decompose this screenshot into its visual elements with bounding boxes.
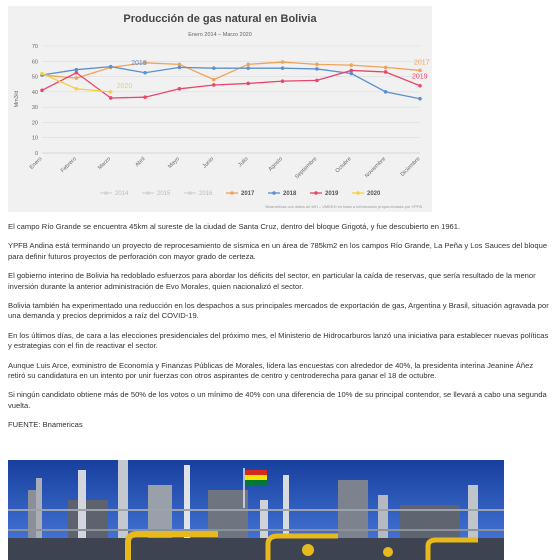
article-paragraph-1: El campo Río Grande se encuentra 45km al sureste de la ciudad de Santa Cruz, dentro del bloque Grigotá, y fue descubierto en 1961. [8, 222, 461, 231]
point-2017-julio [246, 63, 250, 67]
data-label-2020: 2020 [116, 82, 133, 90]
legend-marker-2020 [356, 191, 360, 195]
chart-subtitle: Enero 2014 – Marzo 2020 [188, 32, 252, 38]
y-tick-70: 70 [31, 44, 38, 50]
legend-item-2014[interactable] [100, 191, 129, 197]
article-paragraph-2: YPFB Andina está terminando un proyecto de reprocesamiento de sísmica en un área de 785km2 en los campos Río Grande, La Peña y Los Sauces del bloque para definir futuros proyectos de perforación con mayor grado de certeza. [8, 241, 548, 261]
data-label-2017: 2017 [414, 59, 430, 67]
legend-item-2016[interactable] [184, 191, 213, 197]
grid-layer [42, 46, 420, 153]
x-tick-labels [29, 156, 422, 180]
x-tick-octubre: Octubre [334, 156, 353, 175]
y-tick-50: 50 [31, 74, 38, 81]
y-tick-labels [32, 44, 38, 157]
x-tick-enero: Enero [28, 156, 44, 171]
x-tick-julio: Julio [237, 156, 250, 169]
x-tick-diciembre: Diciembre [399, 156, 422, 178]
gas-production-chart [8, 6, 432, 212]
legend-label-2018: 2018 [283, 191, 297, 198]
point-2018-julio [246, 66, 250, 70]
legend-item-2020[interactable] [352, 191, 381, 197]
point-2019-mayo [178, 87, 182, 91]
chart-legend [100, 191, 381, 197]
point-2017-junio [212, 78, 216, 82]
x-tick-junio: Junio [201, 156, 216, 170]
y-tick-60: 60 [31, 59, 38, 66]
point-2019-diciembre [418, 84, 422, 88]
chart-title: Producción de gas natural en Bolivia [123, 13, 317, 25]
y-tick-10: 10 [31, 135, 38, 142]
gas-plant-illustration [8, 460, 504, 560]
legend-marker-2014 [104, 191, 108, 195]
legend-label-2019: 2019 [325, 191, 339, 198]
point-2018-agosto [281, 66, 285, 70]
series-2019 [40, 69, 427, 100]
point-2018-abril [143, 71, 147, 75]
x-tick-agosto: Agosto [267, 156, 284, 173]
legend-label-2020: 2020 [367, 191, 381, 198]
x-tick-abril: Abril [134, 156, 147, 169]
gas-plant-photo [8, 460, 504, 560]
point-2020-marzo [109, 90, 113, 94]
legend-item-2015[interactable] [142, 191, 171, 197]
y-tick-40: 40 [31, 89, 38, 96]
y-tick-30: 30 [31, 105, 38, 112]
data-label-2019: 2019 [412, 73, 428, 81]
point-2017-octubre [349, 63, 353, 67]
point-2019-agosto [281, 79, 285, 83]
legend-marker-2018 [272, 191, 276, 195]
chart-svg [8, 6, 432, 212]
x-tick-febrero: Febrero [59, 156, 78, 175]
point-2020-febrero [75, 87, 79, 91]
legend-item-2019[interactable] [310, 191, 339, 197]
article-paragraph-5: En los últimos días, de cara a las elecciones presidenciales del próximo mes, el Ministerio de Hidrocarburos lanzó una iniciativa para establecer nuevas políticas y estrategias con el fin de reactivar el sector. [8, 330, 549, 351]
legend-label-2016: 2016 [199, 191, 213, 198]
article-paragraph-3: El gobierno interino de Bolivia ha redoblado esfuerzos para abordar los déficits del sector, en particular la caída de reservas, que sería resultado de la menor inversión durante la anterior administración de Evo Morales, quien nacionalizó el sector. [8, 271, 536, 291]
point-2019-septiembre [315, 79, 319, 83]
point-2019-abril [143, 95, 147, 99]
x-tick-marzo: Marzo [97, 156, 113, 172]
legend-label-2017: 2017 [241, 191, 255, 198]
point-2018-mayo [178, 66, 182, 70]
point-2019-junio [212, 83, 216, 87]
y-tick-0: 0 [34, 151, 38, 157]
legend-marker-2019 [314, 191, 318, 195]
point-2019-julio [246, 82, 250, 86]
point-2019-febrero [75, 71, 79, 75]
point-2018-noviembre [384, 90, 388, 94]
legend-marker-2015 [146, 191, 150, 195]
article-paragraph-6: Aunque Luis Arce, exministro de Economía y Finanzas Públicas de Morales, lidera las encuestas con alrededor de 40%, la presidenta interina Jeanine Áñez retiró su candidatura en un intento por unir fuerzas con otros aspirantes de centro y centroderecha para ganar el 18 de octubre. [8, 360, 534, 381]
x-tick-mayo: Mayo [167, 156, 181, 170]
x-tick-septiembre: Septiembre [294, 156, 319, 181]
point-2017-febrero [75, 76, 79, 80]
point-2018-diciembre [418, 97, 422, 101]
legend-marker-2017 [230, 191, 234, 195]
point-2017-noviembre [384, 66, 388, 70]
legend-marker-2016 [188, 191, 192, 195]
point-2019-marzo [109, 96, 113, 100]
point-2017-diciembre [418, 69, 422, 73]
series-line-2019 [42, 70, 420, 98]
point-2018-marzo [109, 65, 113, 69]
point-2017-septiembre [315, 63, 319, 67]
article-body [8, 222, 552, 440]
series-layer [40, 59, 429, 100]
article-paragraph-7: Si ningún candidato obtiene más de 50% de los votos o un mínimo de 40% con una diferencia de 10% de su principal contendor, se llevará a cabo una segunda vuelta. [8, 390, 547, 410]
y-axis-label: Mm3/d [14, 90, 20, 108]
point-2018-junio [212, 66, 216, 70]
chart-credit: Bnamericas con datos de MH – VMEEH en base a información proporcionada por YPFB [265, 204, 422, 209]
point-2019-enero [40, 89, 44, 93]
point-2017-agosto [281, 60, 285, 64]
series-2017 [40, 59, 429, 81]
legend-item-2018[interactable] [268, 191, 297, 197]
point-2019-octubre [349, 69, 353, 73]
legend-item-2017[interactable] [226, 191, 255, 197]
article-paragraph-4: Bolivia también ha experimentado una reducción en los despachos a sus principales mercados de exportación de gas, Argentina y Brasil, situación agravada por una demanda y precios deprimidos a raíz del COVID-19. [8, 301, 549, 321]
x-tick-noviembre: Noviembre [364, 156, 388, 180]
point-2018-septiembre [315, 67, 319, 71]
legend-label-2014: 2014 [115, 191, 129, 198]
y-tick-20: 20 [31, 120, 38, 127]
point-2019-noviembre [384, 70, 388, 74]
legend-label-2015: 2015 [157, 191, 171, 198]
data-label-2018: 2018 [131, 59, 147, 67]
article-source: FUENTE: Bnamericas [8, 420, 83, 430]
point-2020-enero [40, 72, 44, 76]
